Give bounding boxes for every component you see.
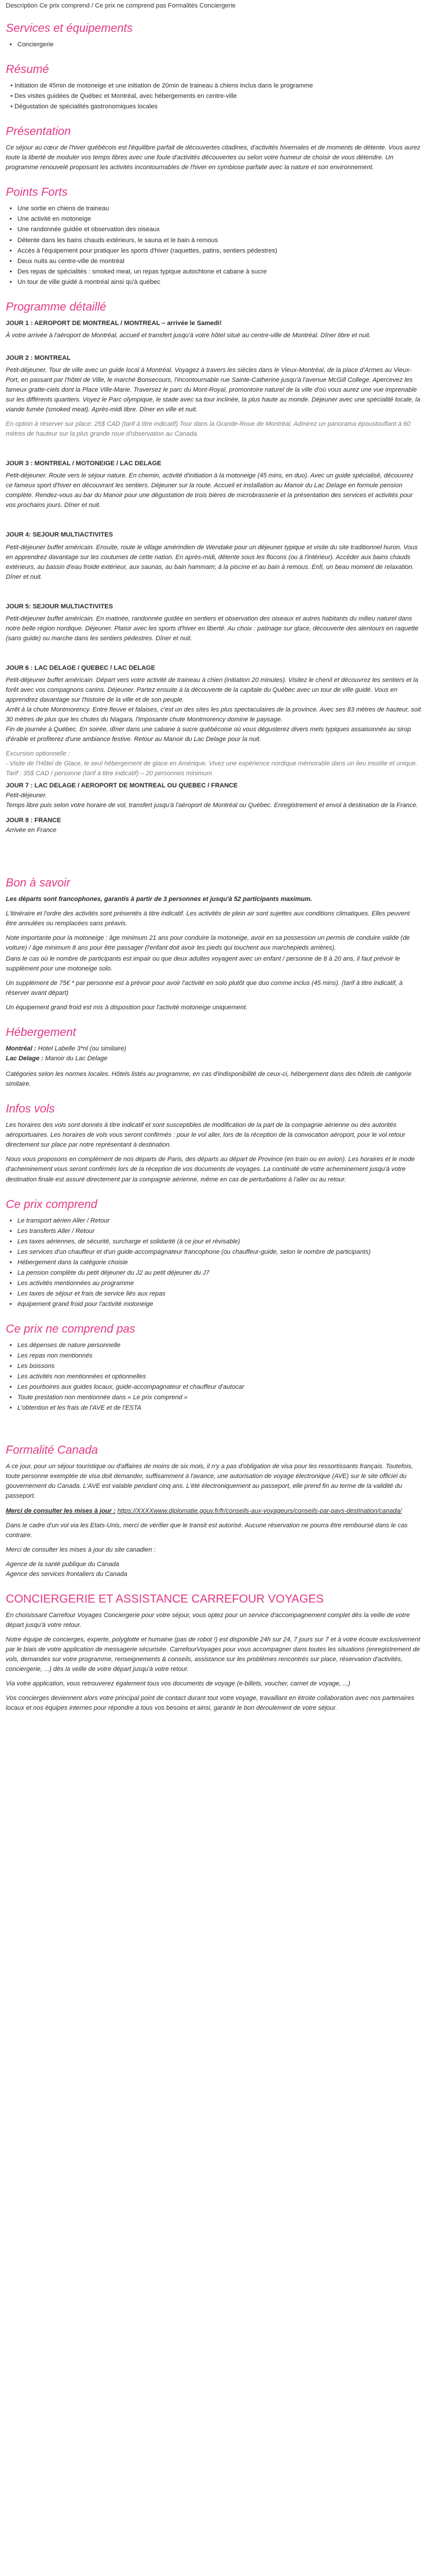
day-title: JOUR 3 : MONTREAL / MOTONEIGE / LAC DELAGE	[6, 460, 162, 468]
day-text: À votre arrivée à l'aéroport de Montréal, accueil et transfert jusqu'à votre hôtel situé au centre-ville de Montréal. Dîner libre et nuit.	[6, 331, 371, 339]
prix-comprend-title: Ce prix comprend	[6, 1198, 97, 1211]
day-title: JOUR 5: SEJOUR MULTIACTIVITES	[6, 603, 113, 610]
day-title: JOUR 2 : MONTREAL	[6, 354, 71, 362]
bon-a-savoir-title: Bon à savoir	[6, 876, 71, 889]
conciergerie-text: Notre équipe de concierges, experte, polyglotte et humaine (pas de robot !) est disponible 24h sur 24, 7 jours sur 7 et à votre écoute exclusivement par le biais de votre application de messagerie sécurisée. CarrefourVoyages pour vous accompagner dans toutes les situations (enregistrement de vols, demandes sur votre programme, renseignements & conseils, assistance sur les problèmes rencontrés sur place, réservation d'activités, conciergerie, ...) dès la veille de votre départ jusqu'à votre retour.	[6, 1636, 420, 1673]
formalite-title: Formalité Canada	[6, 1444, 98, 1457]
prix-ne-comprend-title: Ce prix ne comprend pas	[6, 1322, 136, 1336]
bon-a-savoir-lead: Les départs sont francophones, garantis à partir de 3 personnes et jusqu'à 52 participants maximum.	[6, 895, 312, 903]
hebergement-line	[6, 1054, 422, 1064]
bon-a-savoir-text: L'itinéraire et l'ordre des activités sont présentés à titre indicatif. Les activités de plein air sont sujettes aux conditions climatiques. Elles peuvent être annulées ou remplacées sans préavis.	[6, 910, 410, 927]
formalite-link-label: Merci de consulter les mises à jour :	[6, 1507, 116, 1515]
excursion-text: - Visite de l'Hôtel de Glace, le seul hébergement de glace en Amérique. Vivez une expérience nordique mémorable dans un lieu insolite et unique.	[6, 760, 418, 768]
day-option: En option à réserver sur place: 25$ CAD (tarif à titre indicatif) Tour dans la Grande-Roue de Montréal. Admirez un panorama époustouflant à 60 mètres de hauteur sur la plus grande roue d'observation au Canada.	[6, 421, 411, 438]
top-description: Description Ce prix comprend / Ce prix ne comprend pas Formalités Conciergerie	[6, 2, 236, 9]
list-item: • équipement grand froid pour l'activité motoneige	[17, 1300, 422, 1309]
list-item: • Une sortie en chiens de traineau	[17, 204, 422, 214]
formalite-link-line	[6, 1506, 422, 1516]
day-text: Arrêt à la chute Montmorency. Entre fleuve et falaises, c'est un des sites les plus spectaculaires de la province. Avec ses 83 mètres de hauteur, soit 30 mètres de plus que les chutes du Niagara, l'imposante chute Montmorency domine le paysage.	[6, 706, 421, 724]
presentation-text: Ce séjour au cœur de l'hiver québécois est l'équilibre parfait de découvertes citadines, d'activités hivernales et de moments de détente. Vous aurez toute la liberté de moduler vos temps libres avec une foule d'activités découvertes ou selon votre humeur de choisir de vous détendre. Un programme renouvelé proposant les activités incontournables de l'hiver en symbiose parfaite avec la nature et son environnement.	[6, 144, 420, 172]
list-item: • Les pourboires aux guides locaux, guide-accompagnateur et chauffeur d'autocar	[17, 1382, 422, 1392]
list-item: • Les services d'un chauffeur et d'un guide-accompagnateur francophone (ou chauffeur-guide, selon le nombre de participants)	[17, 1247, 422, 1257]
conciergerie-title: CONCIERGERIE ET ASSISTANCE CARREFOUR VOYAGES	[6, 1592, 324, 1606]
hebergement-label: Montréal :	[6, 1045, 36, 1053]
list-item: • Les repas non mentionnés	[17, 1351, 422, 1361]
hebergement-label: Lac Delage :	[6, 1055, 43, 1063]
list-item: • Les boissons	[17, 1362, 422, 1371]
excursion-block	[6, 749, 422, 779]
hebergement-value: Hotel Labelle 3*nl (ou similaire)	[38, 1045, 126, 1053]
formalite-text: A ce jour, pour un séjour touristique ou d'affaires de moins de six mois, il n'y a pas d'obligation de visa pour les ressortissants français. Toutefois, toute personne exemptée de visa doit demander, suffisamment à l'avance, une autorisation de voyage électronique (AVE) sur le site officiel du gouvernement du Canada. L'AVE est valable pendant cinq ans. L'été électroniquement au passeport, elle prend fin au terme de la validité du passeport.	[6, 1463, 414, 1500]
bon-a-savoir-text: Dans le cas où le nombre de participants est impair ou que deux adultes voyagent avec un enfant / personne de 8 à 20 ans, il faut prévoir le supplément pour une motoneige solo.	[6, 955, 400, 972]
bon-a-savoir-text: Un équipement grand froid est mis à disposition pour l'activité motoneige uniquement.	[6, 1004, 248, 1012]
day-text: Petit-déjeuner. Tour de ville avec un guide local à Montréal. Voyagez à travers les siècles dans le Vieux-Montréal, de la place d'Armes au Vieux-Port, en passant par l'hôtel de Ville, le marché Bonsecours, l'incontournable rue Sainte-Catherine jusqu'à l'avenue McGill College. Apercevez les fameux gratte-ciels dont la Place Ville-Marie. Traversez le parc du Mont-Royal, promontoire naturel de la ville d'où vous aurez une vue imprenable sur les différents quartiers. Voyez le Parc olympique, le stade avec sa tour inclinée, la plus haute au monde. Déjeuner avec une spécialité locale, la viande fumée (smoked meat). Après-midi libre. Dîner en ville et nuit.	[6, 366, 420, 414]
list-item: • L'obtention et les frais de l'AVE et de l'ESTA	[17, 1403, 422, 1413]
prix-ne-comprend-list	[6, 1341, 422, 1413]
list-item: • Dégustation de spécialités gastronomiques locales	[10, 102, 422, 112]
services-title: Services et équipements	[6, 22, 133, 35]
list-item: • Les taxes de séjour et frais de service liés aux repas	[17, 1289, 422, 1299]
day-1	[6, 319, 422, 341]
list-item: • Le transport aérien Aller / Retour	[17, 1216, 422, 1226]
programme-title: Programme détaillé	[6, 300, 107, 313]
day-title: JOUR 6 : LAC DELAGE / QUEBEC / LAC DELAGE	[6, 664, 155, 672]
day-text: Arrivée en France	[6, 826, 57, 834]
bon-a-savoir-text: Note importante pour la motoneige : âge minimum 21 ans pour conduire la motoneige, avoir en sa possession un permis de conduire valide (de voiture) / âge minimum 8 ans pour être passager (l'enfant doit avoir les pieds qui touchent aux marchepieds arrières).	[6, 934, 410, 951]
prix-comprend-list	[6, 1216, 422, 1309]
day-7	[6, 781, 422, 811]
list-item: • Des visites guidées de Québec et Montréal, avec hébergements en centre-ville	[10, 92, 422, 101]
list-item: • Un tour de ville guidé à montréal ainsi qu'à québec	[17, 278, 422, 287]
services-list	[6, 40, 422, 50]
day-text: Fin de journée à Québec. En soirée, dîner dans une cabane à sucre québécoise où vous dégusterez divers mets typiques assaisonnés au sirop d'érable et profiterez d'une ambiance festive. Retour au Manoir du Lac Delage pour la nuit.	[6, 726, 411, 743]
points-forts-title: Points Forts	[6, 186, 68, 199]
hebergement-line	[6, 1044, 422, 1054]
hebergement-value: Manoir du Lac Delage	[45, 1055, 108, 1063]
list-item: • Les dépenses de nature personnelle	[17, 1341, 422, 1351]
day-text: Petit-déjeuner buffet américain. Départ vers votre activité de traineau à chien (initiation 20 minutes). Visitez le chenil et découvrez les sentiers et la forêt avec vos compagnons canins. Déjeuner. Partez ensuite à la découverte de la capitale du Québec avec un tour de ville guidé. Vous en apprendrez davantage sur l'histoire de la ville et de son peuple.	[6, 676, 419, 704]
day-8	[6, 816, 422, 835]
list-item: • La pension complète du petit déjeuner du J2 au petit déjeuner du J7	[17, 1268, 422, 1278]
hebergement-note: Catégories selon les normes locales. Hôtels listés au programme, en cas d'indisponibilité de ceux-ci, hébergement dans des hôtels de catégorie similaire.	[6, 1071, 412, 1088]
formalite-agency[interactable]: Agence de la santé publique du Canada	[6, 1560, 119, 1568]
list-item: • Hébergement dans la catégorie choisie	[17, 1258, 422, 1268]
conciergerie-text: En choisissant Carrefour Voyages Conciergerie pour votre séjour, vous optez pour un service d'accompagnement complet dès la veille de votre départ jusqu'à votre retour.	[6, 1611, 410, 1629]
list-item: • Des repas de spécialités : smoked meat, un repas typique autochtone et cabane à sucre	[17, 267, 422, 277]
resume-title: Résumé	[6, 63, 49, 76]
list-item: • Détente dans les bains chauds extérieurs, le sauna et le bain à remous	[17, 236, 422, 246]
day-text: Petit-déjeuner buffet américain. En matinée, randonnée guidée en sentiers et observation des oiseaux et autres habitants du milieu naturel dans notre belle région nordique. Déjeuner. Plaisir avec les sports d'hiver en liberté. Au choix : patinage sur glace, découverte des alentours en raquette (sans guide) ou marche dans les sentiers pédestres. Dîner et nuit.	[6, 615, 419, 642]
day-2	[6, 353, 422, 439]
list-item: • Les taxes aériennes, de sécurité, surcharge et solidarité (à ce jour et révisable)	[17, 1237, 422, 1247]
formalite-text: Dans le cadre d'un vol via les Etats-Unis, merci de vérifier que le transit est autorisé. Aucune réservation ne pourra être remboursé dans le cas contraire.	[6, 1521, 408, 1539]
formalite-agency[interactable]: Agence des services frontaliers du Canada	[6, 1570, 127, 1578]
excursion-price: Tarif : 35$ CAD / personne (tarif à titre indicatif) – 20 personnes minimum	[6, 770, 213, 778]
hebergement-title: Hébergement	[6, 1026, 76, 1039]
day-title: JOUR 1 : AEROPORT DE MONTREAL / MONTREAL – arrivée le Samedi!	[6, 319, 222, 327]
day-text: Petit-déjeuner.	[6, 792, 47, 800]
day-4	[6, 530, 422, 582]
list-item: • Accès à l'équipement pour pratiquer les sports d'hiver (raquettes, patins, sentiers pédestres)	[17, 246, 422, 256]
day-text: Petit-déjeuner. Route vers le séjour nature. En chemin, activité d'initiation à la motoneige (45 mins, en duo). Avec un guide spécialisé, découvrez ce fameux sport d'hiver en découvrant les sentiers. Déjeuner sur la route. Accueil et installation au Manoir du Lac Delage en formule pension complète. Rendez-vous au bar du Manoir pour une dégustation de trois bières de microbrasserie et la présentation des services et activités pour vos prochains jours. Dîner et nuit.	[6, 472, 414, 509]
day-3	[6, 459, 422, 510]
list-item: • Les activités mentionnées au programme	[17, 1279, 422, 1289]
day-title: JOUR 8 : FRANCE	[6, 816, 61, 824]
conciergerie-text: Vos concierges deviennent alors votre principal point de contact durant tout votre voyage, travaillant en étroite collaboration avec nos partenaires locaux et nos équipes internes pour répondre à tous vos besoins et ainsi, garantir le bon déroulement de votre séjour.	[6, 1695, 415, 1712]
infos-vols-title: Infos vols	[6, 1103, 55, 1116]
list-item: • Une activité en motoneige	[17, 214, 422, 224]
day-text: Petit-déjeuner buffet américain. Ensuite, route le village amérindien de Wendake pour un déjeuner typique et visite du site traditionnel huron. Vous en apprendrez davantage sur les coutumes de cette nation. En après-midi, détente sous les flocons (ou à l'intérieur). Accéder aux bains chauds extérieurs, au bassin d'eau froide extérieur, aux saunas, au bain hammam; à la piscine et au bain à remous. Enfi, un beau moment de relaxation. Dîner et nuit.	[6, 543, 418, 581]
day-title: JOUR 7 : LAC DELAGE / AEROPORT DE MONTREAL OU QUEBEC / FRANCE	[6, 782, 238, 790]
presentation-title: Présentation	[6, 125, 71, 138]
day-text: Temps libre puis selon votre horaire de vol, transfert jusqu'à l'aéroport de Montréal ou Québec. Enregistrement et envol à destination de la France.	[6, 802, 418, 809]
list-item: • Une randonnée guidée et observation des oiseaux	[17, 225, 422, 235]
list-item: • Initiation de 45min de motoneige et une initiation de 20min de traineau à chiens inclus dans le programme	[10, 81, 422, 91]
formalite-text: Merci de consulter les mises à jour du site canadien :	[6, 1546, 156, 1553]
infos-vols-text: Les horaires des vols sont donnés à titre indicatif et sont susceptibles de modification de la part de la compagnie aérienne ou des autorités aéroportuaires. Les horaires de vols vous seront confirmés : pour le vol aller, lors de la réception de la convocation aéroport, pour le vol retour directement sur place par notre représentant à destination.	[6, 1122, 405, 1149]
list-item: • Toute prestation non mentionnée dans « Le prix comprend »	[17, 1393, 422, 1403]
points-forts-list	[6, 204, 422, 287]
day-5	[6, 602, 422, 644]
list-item: • Les transferts Aller / Retour	[17, 1227, 422, 1236]
list-item: • Les activités non mentionnées et optionnelles	[17, 1372, 422, 1382]
formalite-link[interactable]: https://XXXXwww.diplomatie.gouv.fr/fr/conseils-aux-voyageurs/conseils-par-pays-destination/canada/	[117, 1507, 402, 1515]
conciergerie-text: Via votre application, vous retrouverez également tous vos documents de voyage (e-billets, voucher, carnet de voyage, ...)	[6, 1680, 350, 1688]
day-title: JOUR 4: SEJOUR MULTIACTIVITES	[6, 531, 113, 539]
list-item: • Deux nuits au centre-ville de montréal	[17, 257, 422, 267]
excursion-heading: Excursion optionnelle :	[6, 750, 70, 758]
resume-list	[6, 81, 422, 112]
list-item: • Conciergerie	[17, 40, 422, 50]
day-6	[6, 663, 422, 779]
infos-vols-text: Nous vous proposons en complément de nos départs de Paris, des départs au départ de Province (en train ou en avion). Les horaires et le mode d'acheminement vous seront confirmés lors de la réception de vos documents de voyages. La continuité de votre acheminement jusqu'à votre destination finale est assuré directement par la compagnie aérienne, même en cas de perturbations à l'aller ou au retour.	[6, 1156, 415, 1183]
bon-a-savoir-text: Un supplément de 75€ * par personne est à prévoir pour avoir l'activité en solo plutôt que duo comme inclus (45 mins). (tarif à titre indicatif, à réserver avant départ)	[6, 979, 403, 997]
